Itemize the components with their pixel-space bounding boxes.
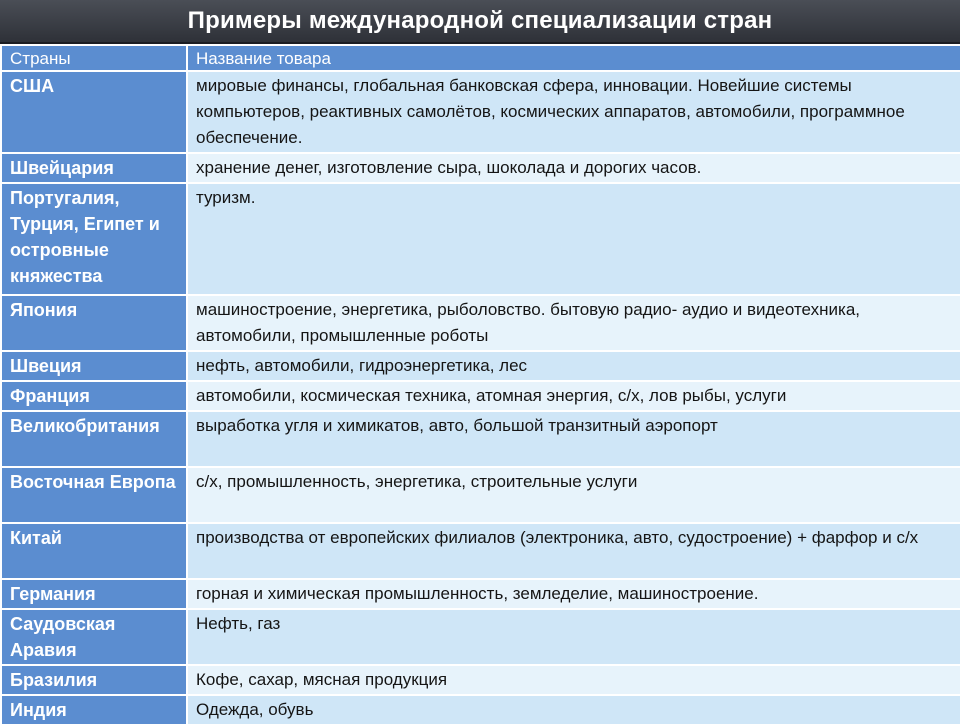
country-cell: Индия: [1, 695, 187, 725]
table-row: [1, 351, 960, 381]
goods-cell: машиностроение, энергетика, рыболовство. бытовую радио- аудио и видеотехника, автомобили, промышленные роботы: [187, 295, 960, 351]
table-header-row: [1, 45, 960, 71]
goods-cell: Нефть, газ: [187, 609, 960, 665]
table-row: [1, 665, 960, 695]
goods-cell: производства от европейских филиалов (электроника, авто, судостроение) + фарфор и с/х: [187, 523, 960, 579]
country-cell: Германия: [1, 579, 187, 609]
country-cell: Саудовская Аравия: [1, 609, 187, 665]
goods-cell: хранение денег, изготовление сыра, шоколада и дорогих часов.: [187, 153, 960, 183]
goods-cell: нефть, автомобили, гидроэнергетика, лес: [187, 351, 960, 381]
page-title: Примеры международной специализации стран: [187, 7, 773, 34]
country-cell: Япония: [1, 295, 187, 351]
column-header-countries: Страны: [1, 45, 187, 71]
table-row: [1, 183, 960, 295]
goods-cell: туризм.: [187, 183, 960, 295]
country-cell: Бразилия: [1, 665, 187, 695]
goods-cell: Одежда, обувь: [187, 695, 960, 725]
table-row: [1, 579, 960, 609]
table-row: [1, 295, 960, 351]
table-row: [1, 381, 960, 411]
country-cell: Восточная Европа: [1, 467, 187, 523]
table-row: [1, 695, 960, 725]
table-row: [1, 609, 960, 665]
table-row: [1, 523, 960, 579]
table-row: [1, 411, 960, 467]
country-cell: США: [1, 71, 187, 153]
country-cell: Португалия, Турция, Египет и островные княжества: [1, 183, 187, 295]
specialization-table: [0, 44, 960, 726]
country-cell: Швеция: [1, 351, 187, 381]
goods-cell: мировые финансы, глобальная банковская сфера, инновации. Новейшие системы компьютеров, реактивных самолётов, космических аппаратов, автомобили, программное обеспечение.: [187, 71, 960, 153]
country-cell: Франция: [1, 381, 187, 411]
table-row: [1, 153, 960, 183]
goods-cell: Кофе, сахар, мясная продукция: [187, 665, 960, 695]
country-cell: Китай: [1, 523, 187, 579]
column-header-goods: Название товара: [187, 45, 960, 71]
goods-cell: автомобили, космическая техника, атомная энергия, с/х, лов рыбы, услуги: [187, 381, 960, 411]
goods-cell: горная и химическая промышленность, земледелие, машиностроение.: [187, 579, 960, 609]
goods-cell: с/х, промышленность, энергетика, строительные услуги: [187, 467, 960, 523]
table-row: [1, 71, 960, 153]
table-row: [1, 467, 960, 523]
goods-cell: выработка угля и химикатов, авто, большой транзитный аэропорт: [187, 411, 960, 467]
country-cell: Швейцария: [1, 153, 187, 183]
country-cell: Великобритания: [1, 411, 187, 467]
